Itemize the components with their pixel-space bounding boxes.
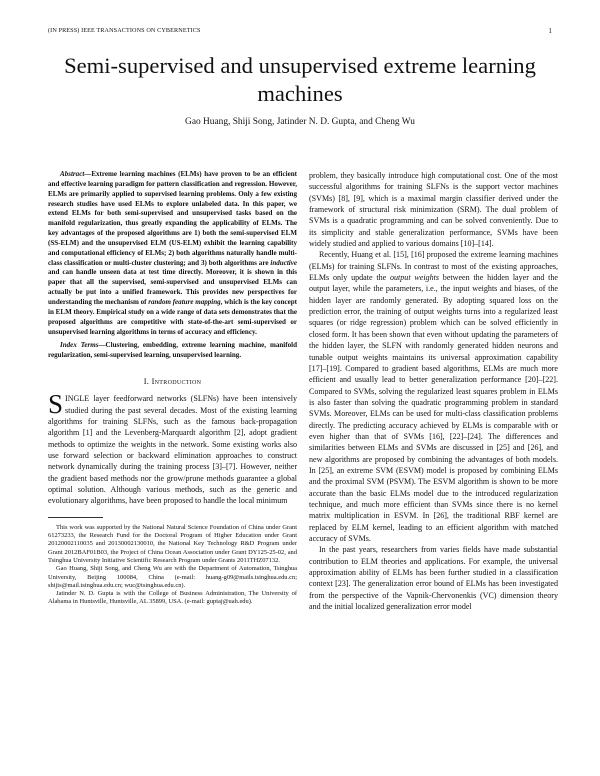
abstract-text-3: , which is the key concept in ELM theory. Empirical study on a wide range of data sets demonstrates that the proposed algorithms are competitive with state-of-the-art semi-supervised or unsupervised learning algorithms in terms of accuracy and efficiency. xyxy=(48,297,298,336)
journal-name: (IN PRESS) IEEE TRANSACTIONS ON CYBERNETICS xyxy=(48,27,201,34)
intro-paragraph xyxy=(48,389,297,506)
intro-text: INGLE layer feedforward networks (SLFNs) have been intensively studied during the past several decades. Most of the existing learning algorithms for training SLFNs, such as the famous back-propagation algorithm [1] and the Levenberg-Marquardt algorithm [2], adopt gradient methods to optimize the weights in the network. Some existing works also use forward selection or backward elimination approaches to construct network dynamically during the training process [3]–[7]. However, neither the gradient based methods nor the grow/prune methods guarantee a global optimal solution. Although various methods, such as the generic and evolutionary algorithms, have been proposed to handle the local minimum xyxy=(48,394,297,506)
abstract xyxy=(48,170,297,337)
footnote-divider xyxy=(48,517,103,518)
paper-title: Semi-supervised and unsupervised extreme learning machines xyxy=(64,53,536,106)
abstract-label: Abstract xyxy=(60,170,85,178)
footnote-affiliation-tsinghua: Gao Huang, Shiji Song, and Cheng Wu are with the Department of Automation, Tsinghua University, Beijing 100084, China (e-mail: huang-g09@mails.tsinghua.edu.cn; shijis@mail.tsinghua.edu.cn; wuc@tsinghua.edu.cn). xyxy=(48,565,297,589)
index-terms xyxy=(48,341,297,361)
paragraph-elm-text-2: between the hidden layer and the output layer, while the parameters, i.e., the input weights and biases, of the hidden layer are randomly generated. By adopting squared loss on the prediction error, the training of output weights turns into a regularized least squares (or ridge regression) problem which can be solved efficiently in closed form. It has been shown that even without updating the parameters of the hidden layer, the SLFN with randomly generated hidden neurons and tunable output weights maintains its universal approximation capability [17]–[19]. Compared to gradient based algorithms, ELMs are much more efficient and usually lead to better generalization performance [20]–[22]. Compared to SVMs, solving the regularized least squares problem in ELMs is also faster than solving the quadratic programming problem in standard SVMs. Moreover, ELMs can be used for multi-class classification problems directly. The predicting accuracy achieved by ELMs is comparable with or even higher than that of SVMs [16], [22]–[24]. The differences and similarities between ELMs and SVMs are discussed in [25] and [26], and new algorithms are proposed by combining the advantages of both models. In [25], an extreme SVM (ESVM) model is proposed by combining ELMs and the proximal SVM (PSVM). The ESVM algorithm is shown to be more accurate than the basic ELMs model due to the introduced regularization technique, and much more efficient than SVMs since there is no kernel matrix multiplication in ESVM. In [26], the traditional RBF kernel are replaced by ELM kernel, leading to an efficient algorithm with matched accuracy of SVMs. xyxy=(309,273,558,543)
page-number: 1 xyxy=(548,27,552,35)
footnote-funding: This work was supported by the National Natural Science Foundation of China under Grant 61273233, the Research Fund for the Doctoral Program of Higher Education under Grant 20120002110035 and 20130002130010, the National Key Technology R&D Program under Grant 2012BAF01B03, the Project of China Ocean Association under Grant DY125-25-02, and Tsinghua University Initiative Scientific Research Program under Grants 2011THZ07132. xyxy=(48,523,297,564)
right-column xyxy=(309,170,558,612)
author-list: Gao Huang, Shiji Song, Jatinder N. D. Gupta, and Cheng Wu xyxy=(185,117,415,127)
index-terms-label: Index Terms xyxy=(60,341,99,350)
index-terms-text: —Clustering, embedding, extreme learning machine, manifold regularization, semi-supervised learning, unsupervised learning. xyxy=(48,341,297,360)
drop-cap: S xyxy=(48,389,64,420)
section-number: I. xyxy=(143,377,150,387)
footnote-affiliation-alabama: Jatinder N. D. Gupta is with the College of Business Administration, The University of Alabama in Huntsville, Huntsville, AL 35899, USA. (e-mail: guptaj@uah.edu). xyxy=(48,590,297,606)
abstract-text-2: and can handle unseen data at test time directly. Moreover, it is shown in this paper that all the supervised, semi-supervised and unsupervised ELMs can actually be put into a unified framework. This provides new perspectives for understanding the mechanism of xyxy=(48,268,297,306)
left-column xyxy=(48,170,297,607)
paragraph-elm-theory: In the past years, researchers from varies fields have made substantial contribution to ELM theories and applications. For example, the universal approximation ability of ELMs has been further studied in a classification context [23]. The generalization error bound of ELMs has been investigated from the perspective of the Vapnik-Chervonenkis (VC) dimension theory and the initial localized generalization error model xyxy=(309,545,558,612)
emphasis-output-weights: output weights xyxy=(390,273,439,283)
running-header xyxy=(48,27,552,39)
abstract-text-1: —Extreme learning machines (ELMs) have proven to be an efficient and effective learning paradigm for pattern classification and regression. However, ELMs are primarily applied to supervised learning problems. Only a few existing research studies have used ELMs to explore unlabeled data. In this paper, we extend ELMs for both semi-supervised and unsupervised tasks based on the manifold regularization, thus greatly expanding the applicability of ELMs. The key advantages of the proposed algorithms are 1) both the semi-supervised ELM (SS-ELM) and the unsupervised ELM (US-ELM) exhibit the learning capability and computational efficiency of ELMs; 2) both algorithms naturally handle multi-class classification or multi-cluster clustering; and 3) both algorithms are xyxy=(48,170,297,267)
abstract-emphasis-random-feature-mapping: random feature mapping xyxy=(148,297,221,306)
section-title: Introduction xyxy=(151,377,202,387)
paragraph-elm-text-1: Recently, Huang et al. [15], [16] proposed the extreme learning machines (ELMs) for training SLFNs. In contrast to most of the existing approaches, ELMs only update the xyxy=(309,250,558,283)
section-heading-introduction xyxy=(48,376,297,387)
paragraph-elm xyxy=(309,249,558,544)
paragraph-svm: problem, they basically introduce high computational cost. One of the most successful algorithms for training SLFNs is the support vector machines (SVMs) [8], [9], which is a maximal margin classifier derived under the framework of structural risk minimization (SRM). The dual problem of SVMs is a quadratic programming and can be solved conveniently. Due to its simplicity and stable generalization performance, SVMs have been widely studied and applied to various domains [10]–[14]. xyxy=(309,171,558,249)
abstract-emphasis-inductive: inductive xyxy=(270,258,297,267)
